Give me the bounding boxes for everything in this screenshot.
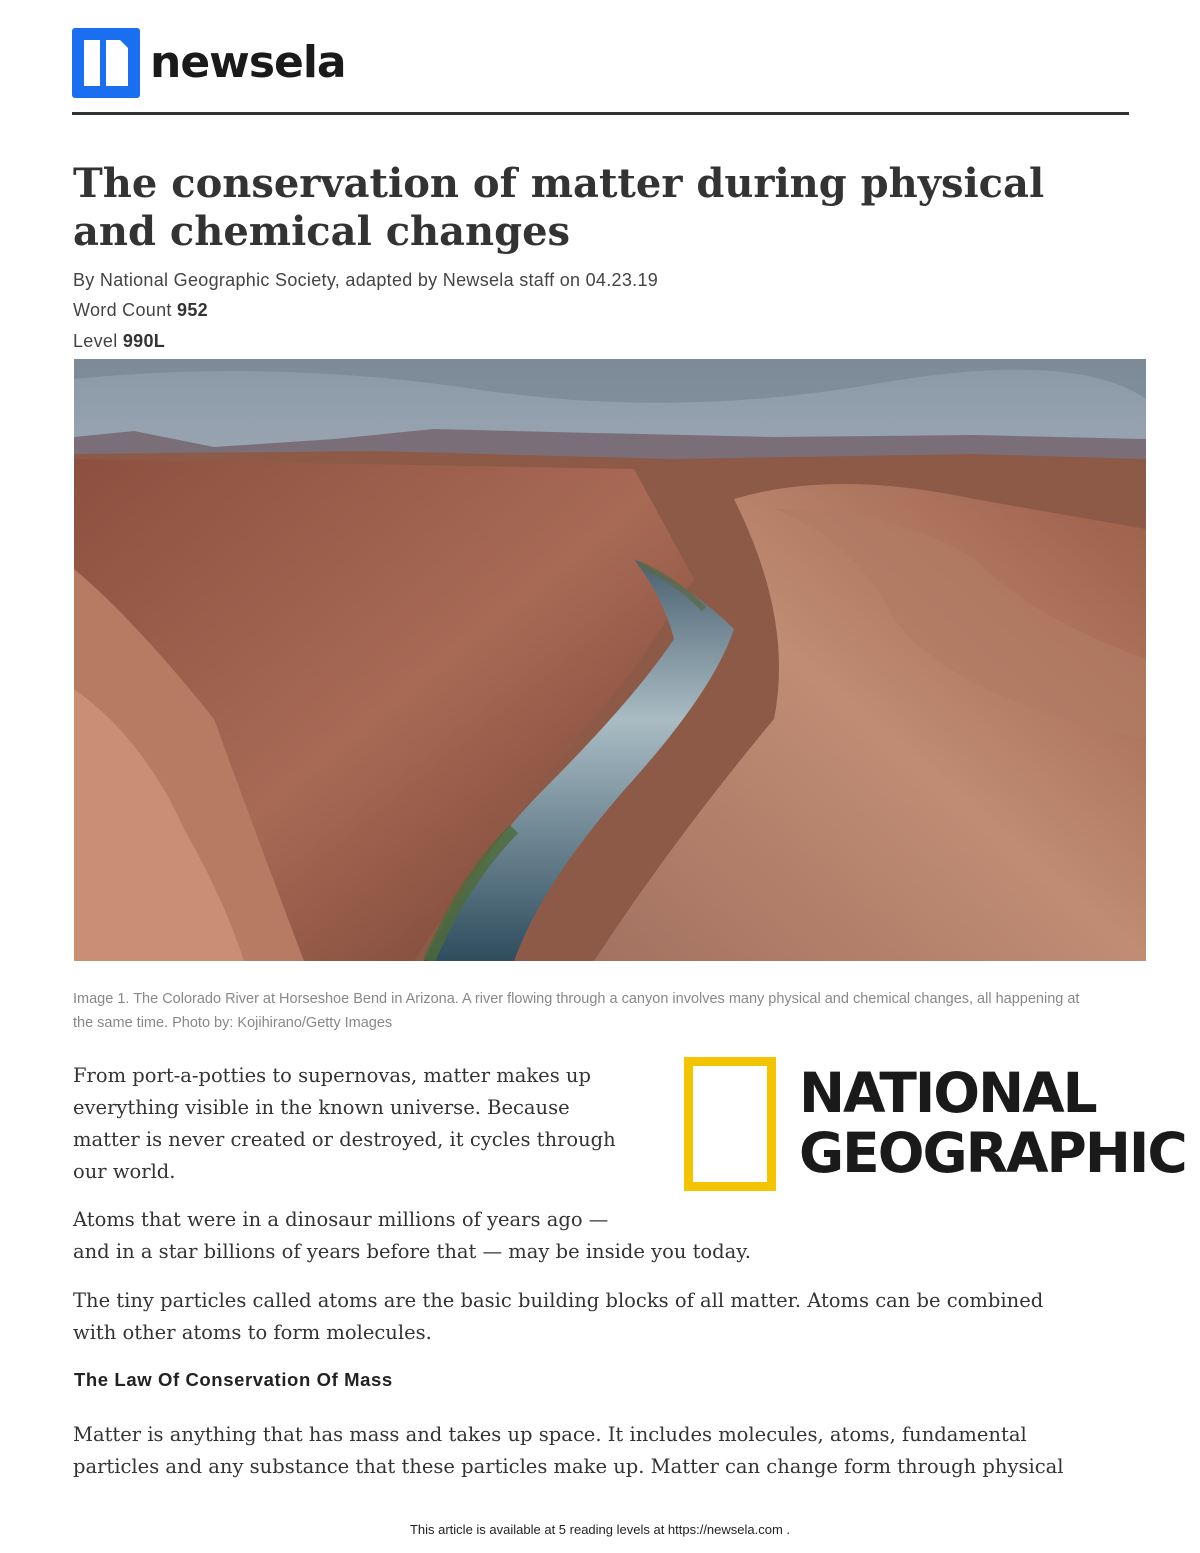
word-count <box>73 300 208 321</box>
paragraph-line: From port-a-potties to supernovas, matter makes up <box>73 1064 591 1087</box>
paragraph-line: Matter is anything that has mass and takes up space. It includes molecules, atoms, fundamental <box>73 1423 1027 1446</box>
article-photo <box>74 359 1146 961</box>
paragraph-line: Atoms that were in a dinosaur millions of years ago — <box>73 1208 609 1231</box>
national-geographic-logo <box>684 1057 1186 1189</box>
logo-line-2: GEOGRAPHIC <box>799 1121 1186 1185</box>
level-label: Level <box>73 331 118 351</box>
reading-level <box>73 331 165 352</box>
paragraph-line: and in a star billions of years before that — may be inside you today. <box>73 1240 751 1263</box>
paragraph-line: with other atoms to form molecules. <box>73 1321 432 1344</box>
paragraph-1 <box>73 1060 616 1188</box>
paragraph-line: matter is never created or destroyed, it cycles through <box>73 1128 616 1151</box>
paragraph-line: our world. <box>73 1160 176 1183</box>
paragraph-line: The tiny particles called atoms are the basic building blocks of all matter. Atoms can be combined <box>73 1289 1044 1312</box>
section-heading: The Law Of Conservation Of Mass <box>74 1369 393 1390</box>
article-title: The conservation of matter during physical and chemical changes <box>73 160 1045 255</box>
yellow-border-icon <box>684 1057 776 1191</box>
newsela-logo-icon <box>72 28 140 98</box>
national-geographic-wordmark <box>799 1063 1186 1183</box>
level-value: 990L <box>122 331 166 351</box>
paragraph-line: particles and any substance that these particles make up. Matter can change form through physical <box>73 1455 1064 1478</box>
newsela-wordmark: newsela <box>150 37 346 88</box>
header-divider <box>72 112 1129 115</box>
paragraph-4 <box>73 1419 1063 1483</box>
paragraph-3 <box>73 1285 1043 1349</box>
logo-line-1: NATIONAL <box>799 1061 1096 1125</box>
page-footer: This article is available at 5 reading levels at https://newsela.com . <box>409 1522 791 1537</box>
word-count-label: Word Count <box>73 300 172 320</box>
photo-caption: Image 1. The Colorado River at Horseshoe Bend in Arizona. A river flowing through a canyon involves many physical and chemical changes, all happening at the same time. Photo by: Kojihirano/Getty Images <box>73 991 1080 1031</box>
paragraph-line: everything visible in the known universe. Because <box>73 1096 570 1119</box>
word-count-value: 952 <box>177 300 208 320</box>
byline: By National Geographic Society, adapted by Newsela staff on 04.23.19 <box>73 270 659 290</box>
newsela-logo[interactable] <box>72 28 346 98</box>
paragraph-2 <box>73 1204 751 1268</box>
